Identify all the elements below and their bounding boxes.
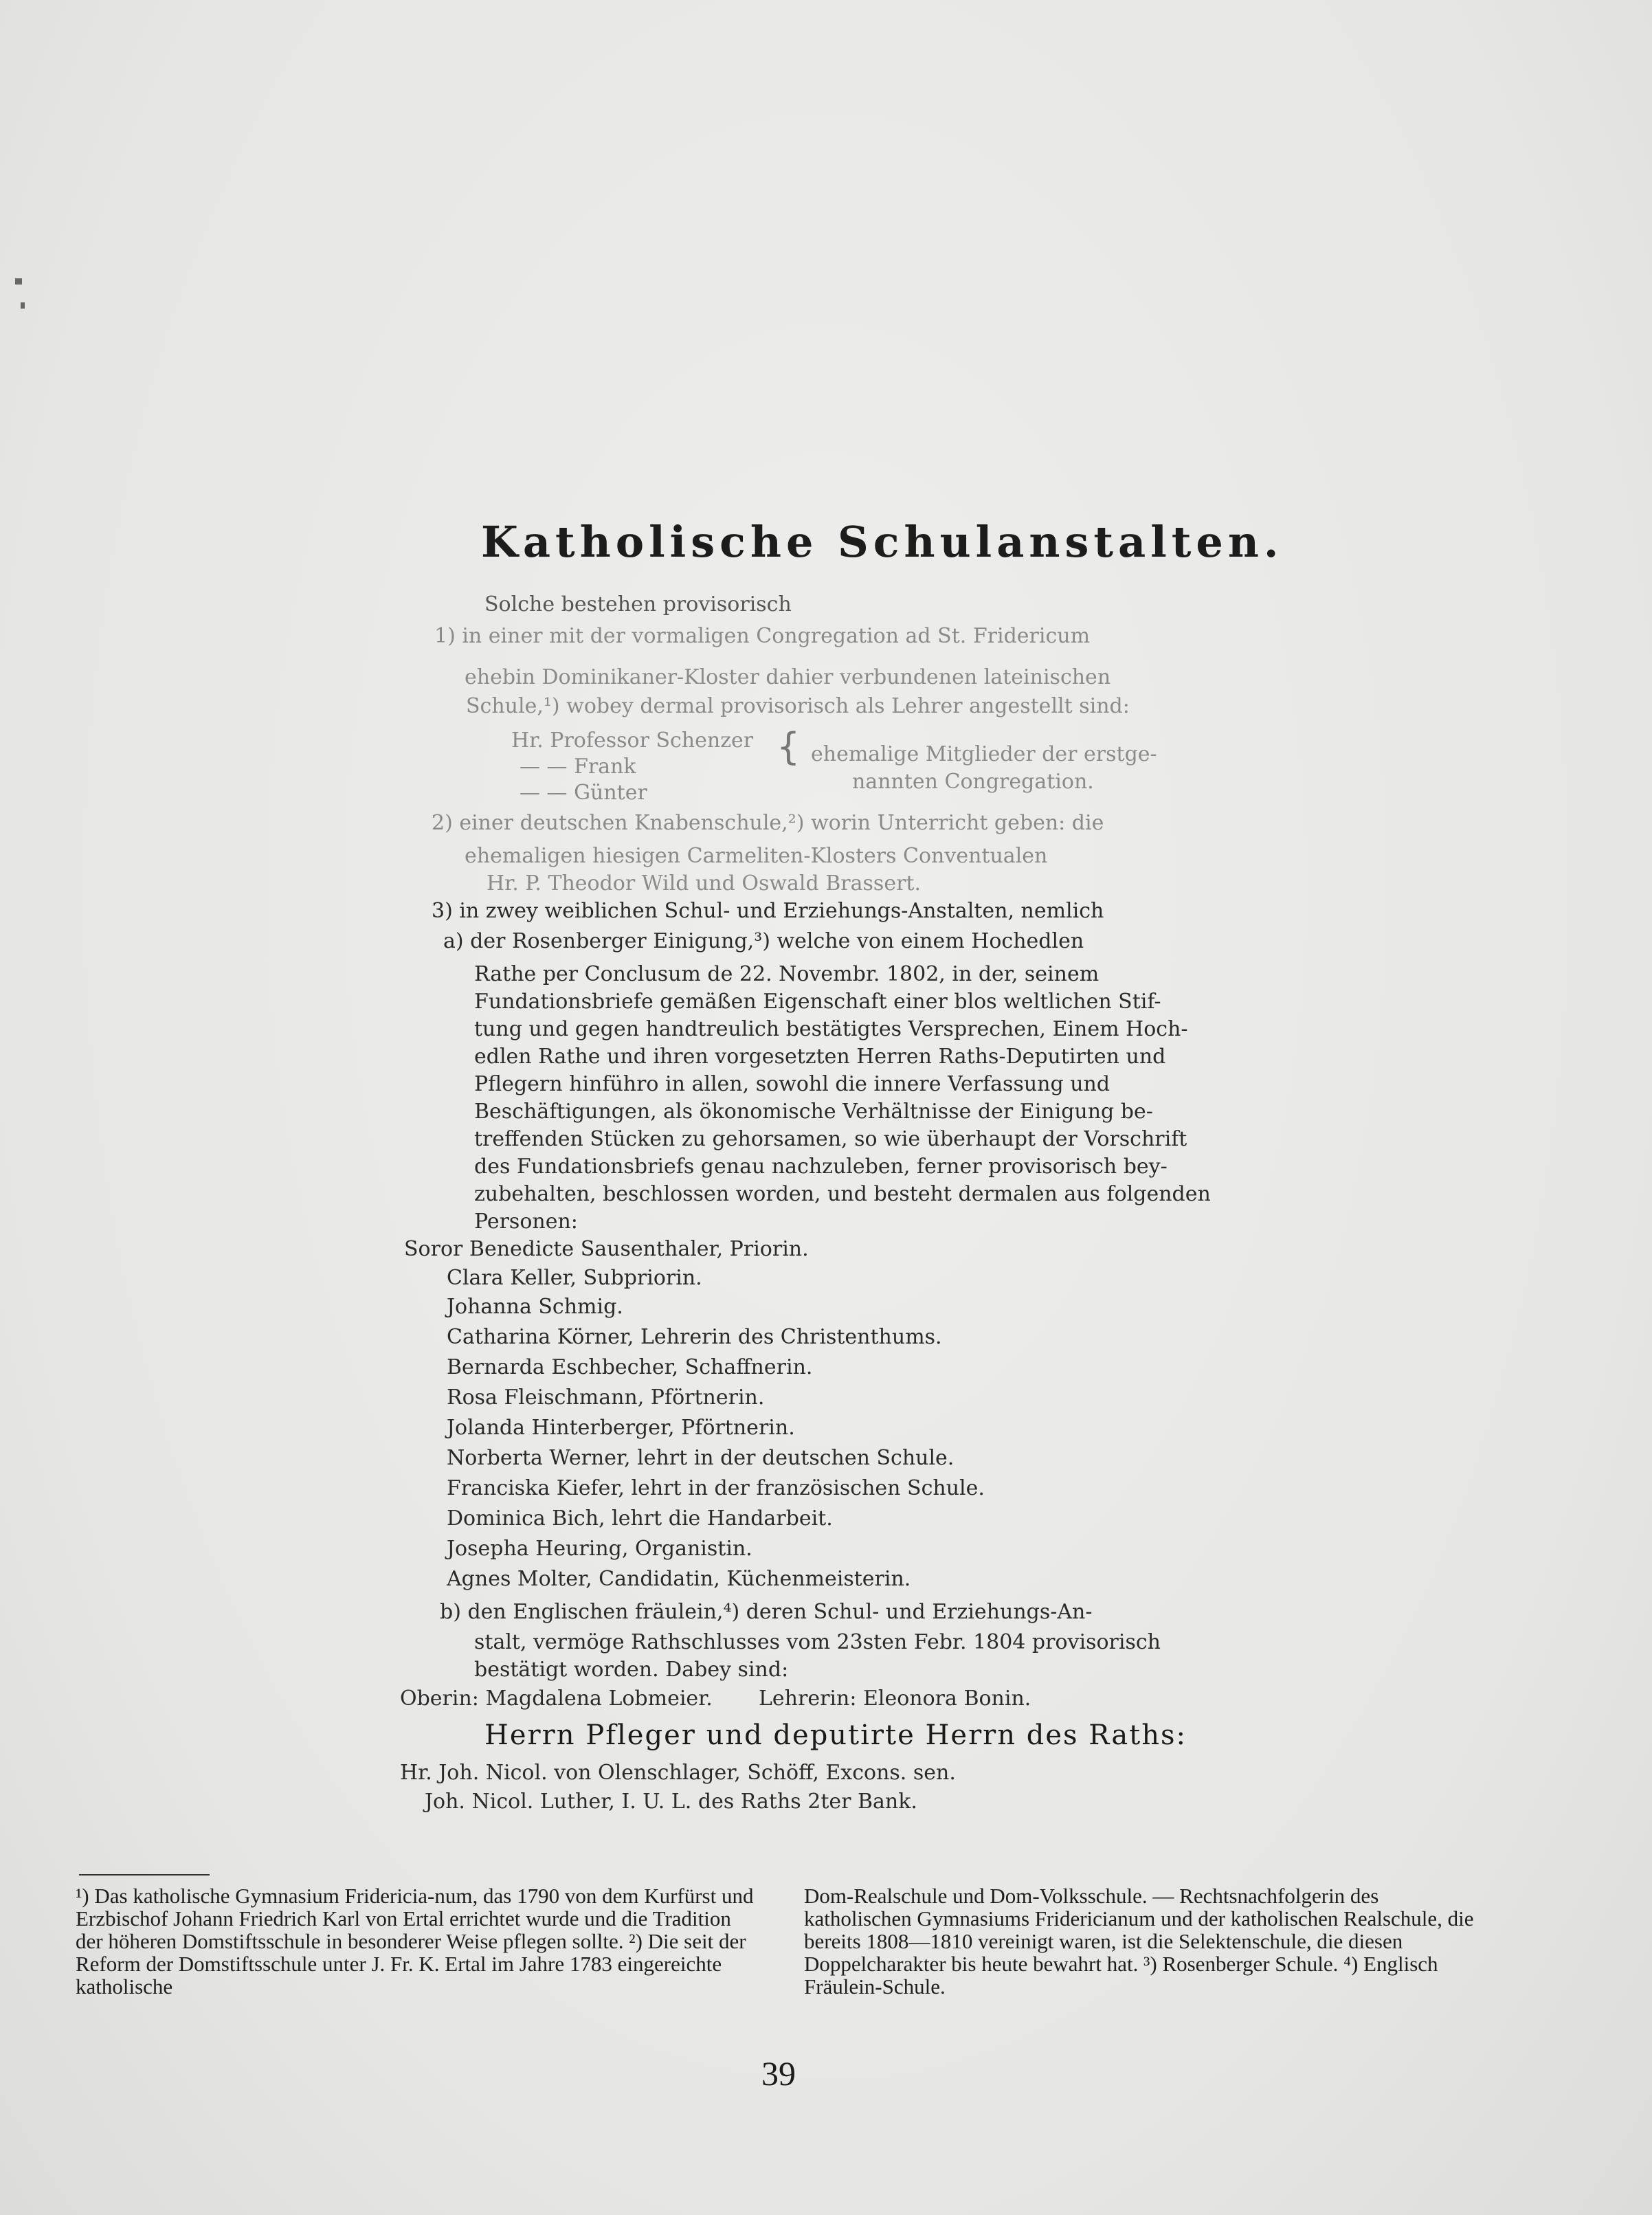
text-line: stalt, vermöge Rathschlusses vom 23sten Febr. 1804 provisorisch bbox=[474, 1630, 1161, 1654]
text-line: nannten Congregation. bbox=[852, 770, 1094, 794]
text-line: Personen: bbox=[474, 1210, 578, 1234]
text-line: treffenden Stücken zu gehorsamen, so wie überhaupt der Vorschrift bbox=[474, 1127, 1187, 1151]
text-line: tung und gegen handtreulich bestätigtes Versprechen, Einem Hoch- bbox=[474, 1017, 1188, 1041]
text-line: Pflegern hinführo in allen, sowohl die innere Verfassung und bbox=[474, 1072, 1110, 1096]
text-line: Hr. Professor Schenzer bbox=[511, 728, 754, 753]
text-line: Norberta Werner, lehrt in der deutschen Schule. bbox=[447, 1446, 955, 1470]
text-line: Catharina Körner, Lehrerin des Christenthums. bbox=[447, 1325, 942, 1349]
text-line: Soror Benedicte Sausenthaler, Priorin. bbox=[404, 1237, 809, 1261]
text-line: Solche bestehen provisorisch bbox=[484, 592, 792, 616]
text-line: a) der Rosenberger Einigung,³) welche von einem Hochedlen bbox=[443, 929, 1084, 953]
text-line: Jolanda Hinterberger, Pförtnerin. bbox=[447, 1416, 795, 1440]
text-line: Schule,¹) wobey dermal provisorisch als Lehrer angestellt sind: bbox=[466, 694, 1130, 718]
text-line: Clara Keller, Subpriorin. bbox=[447, 1266, 702, 1290]
text-line: Beschäftigungen, als ökonomische Verhältnisse der Einigung be- bbox=[474, 1100, 1153, 1124]
page-title: Katholische Schulanstalten. bbox=[481, 517, 1284, 567]
footnotes-right: Dom-Realschule und Dom-Volksschule. — Rechtsnachfolgerin des katholischen Gymnasiums Fridericianum und der katholischen Realschule, die bereits 1808—1810 vereinigt waren, ist die Selektenschule, die diesen Doppelcharakter bis heute bewahrt hat. ³) Rosenberger Schule. ⁴) Englisch Fräulein-Schule. bbox=[804, 1884, 1474, 1999]
margin-mark bbox=[15, 278, 22, 285]
text-line: ehebin Dominikaner-Kloster dahier verbundenen lateinischen bbox=[465, 665, 1111, 689]
text-line: ehemalige Mitglieder der erstge- bbox=[811, 742, 1157, 766]
text-line: Joh. Nicol. Luther, I. U. L. des Raths 2ter Bank. bbox=[425, 1790, 917, 1814]
footnote-rule bbox=[79, 1874, 210, 1875]
brace: { bbox=[777, 725, 801, 768]
text-line: — — Günter bbox=[520, 781, 647, 805]
section-heading: Herrn Pfleger und deputirte Herrn des Raths: bbox=[484, 1719, 1187, 1751]
footnotes-left: ¹) Das katholische Gymnasium Fridericia-num, das 1790 von dem Kurfürst und Erzbischof Johann Friedrich Karl von Ertal errichtet wurde und die Tradition der höheren Domstiftsschule in besonderer Weise pflegen sollte. ²) Die seit der Reform der Domstiftsschule unter J. Fr. K. Ertal im Jahre 1783 eingereichte katholische bbox=[76, 1884, 754, 1999]
text-line: Oberin: Magdalena Lobmeier. bbox=[400, 1687, 713, 1711]
text-line: 1) in einer mit der vormaligen Congregation ad St. Fridericum bbox=[434, 624, 1091, 648]
text-line: des Fundationsbriefs genau nachzuleben, ferner provisorisch bey- bbox=[474, 1155, 1168, 1179]
text-line: zubehalten, beschlossen worden, und besteht dermalen aus folgenden bbox=[474, 1182, 1211, 1206]
text-line: Lehrerin: Eleonora Bonin. bbox=[759, 1687, 1031, 1711]
text-line: Josepha Heuring, Organistin. bbox=[447, 1537, 752, 1561]
page-number: 39 bbox=[761, 2054, 796, 2093]
text-line: Johanna Schmig. bbox=[447, 1295, 623, 1319]
text-line: Bernarda Eschbecher, Schaffnerin. bbox=[447, 1355, 813, 1379]
text-line: edlen Rathe und ihren vorgesetzten Herren Raths-Deputirten und bbox=[474, 1045, 1166, 1069]
text-line: Hr. P. Theodor Wild und Oswald Brassert. bbox=[487, 871, 922, 895]
text-line: bestätigt worden. Dabey sind: bbox=[474, 1658, 789, 1682]
text-line: 3) in zwey weiblichen Schul- und Erziehungs-Anstalten, nemlich bbox=[432, 899, 1104, 923]
text-line: Rosa Fleischmann, Pförtnerin. bbox=[447, 1385, 765, 1410]
text-line: Dominica Bich, lehrt die Handarbeit. bbox=[447, 1506, 833, 1531]
text-line: Rathe per Conclusum de 22. Novembr. 1802, in der, seinem bbox=[474, 962, 1100, 986]
text-line: ehemaligen hiesigen Carmeliten-Klosters Conventualen bbox=[465, 844, 1048, 868]
text-line: — — Frank bbox=[520, 755, 636, 779]
text-line: Fundationsbriefe gemäßen Eigenschaft einer blos weltlichen Stif- bbox=[474, 990, 1161, 1014]
text-line: 2) einer deutschen Knabenschule,²) worin Unterricht geben: die bbox=[432, 811, 1104, 835]
text-line: b) den Englischen fräulein,⁴) deren Schul- und Erziehungs-An- bbox=[440, 1600, 1093, 1624]
text-line: Franciska Kiefer, lehrt in der französischen Schule. bbox=[447, 1476, 985, 1500]
text-line: Hr. Joh. Nicol. von Olenschlager, Schöff, Excons. sen. bbox=[400, 1761, 956, 1785]
margin-mark bbox=[21, 302, 25, 309]
text-line: Agnes Molter, Candidatin, Küchenmeisterin. bbox=[447, 1567, 911, 1591]
